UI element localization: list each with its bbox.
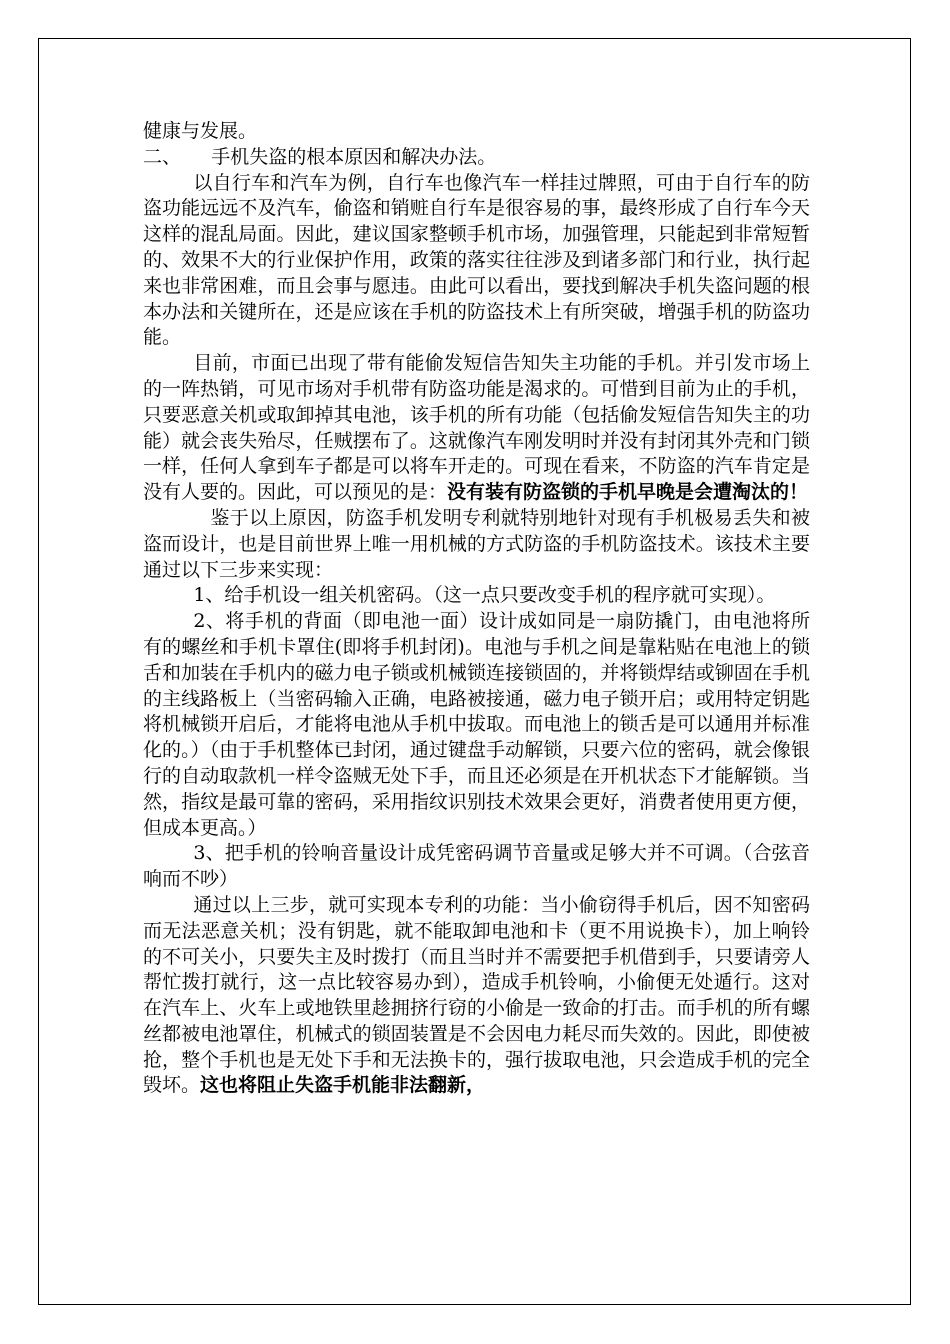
paragraph-2 — [143, 351, 810, 506]
section-number: 二、 — [143, 145, 182, 168]
paragraph-2-text: 目前，市面已出现了带有能偷发短信告知失主功能的手机。并引发市场上的一阵热销，可见市场对手机带有防盗功能是渴求的。可惜到目前为止的手机，只要恶意关机或取卸掉其电池，该手机的所有功能（包括偷发短信告知失主的功能）就会丧失殆尽，任贼摆布了。这就像汽车刚发明时并没有封闭其外壳和门锁一样，任何人拿到车子都是可以将车开走的。可现在看来，不防盗的汽车肯定是没有人要的。因此，可以预见的是： — [143, 352, 810, 504]
paragraph-1: 以自行车和汽车为例，自行车也像汽车一样挂过牌照，可由于自行车的防盗功能远远不及汽车，偷盗和销赃自行车是很容易的事，最终形成了自行车今天这样的混乱局面。因此，建议国家整顿手机市场，加强管理，只能起到非常短暂的、效果不大的行业保护作用，政策的落实往往涉及到诸多部门和行业，执行起来也非常困难，而且会事与愿违。由此可以看出，要找到解决手机失盗问题的根本办法和关键所在，还是应该在手机的防盗技术上有所突破，增强手机的防盗功能。 — [143, 171, 810, 349]
paragraph-2-bold: 没有装有防盗锁的手机早晚是会遭淘汰的！ — [447, 481, 809, 504]
continuation-text: 健康与发展。 — [143, 120, 258, 142]
section-heading — [143, 145, 810, 171]
list-item-2: 2、将手机的背面（即电池一面）设计成如同是一扇防撬门，由电池将所有的螺丝和手机卡罩住(即将手机封闭)。电池与手机之间是靠粘贴在电池上的锁舌和加装在手机内的磁力电子锁或机械锁连接锁固的，并将锁焊结或铆固在手机的主线路板上（当密码输入正确，电路被接通，磁力电子锁开启；或用特定钥匙将机械锁开启后，才能将电池从手机中拔取。而电池上的锁舌是可以通用并标准化的。）（由于手机整体已封闭，通过键盘手动解锁，只要六位的密码，就会像银行的自动取款机一样令盗贼无处下手，而且还必须是在开机状态下才能解锁。当然，指纹是最可靠的密码，采用指纹识别技术效果会更好，消费者使用更方便，但成本更高。） — [143, 610, 810, 839]
list-item-1: 1、给手机设一组关机密码。（这一点只要改变手机的程序就可实现）。 — [193, 584, 776, 607]
paragraph-4 — [143, 893, 810, 1099]
list-item-3: 3、把手机的铃响音量设计成凭密码调节音量或足够大并不可调。（合弦音响而不吵） — [143, 842, 810, 891]
document-body — [143, 119, 810, 1099]
paragraph-4-text: 通过以上三步，就可实现本专利的功能：当小偷窃得手机后，因不知密码而无法恶意关机；没有钥匙，就不能取卸电池和卡（更不用说换卡），加上响铃的不可关小，只要失主及时拨打（而且当时并不需要把手机借到手，只要请旁人帮忙拨打就行，这一点比较容易办到），造成手机铃响，小偷便无处遁行。这对在汽车上、火车上或地铁里趁拥挤行窃的小偷是一致命的打击。而手机的所有螺丝都被电池罩住，机械式的锁固装置是不会因电力耗尽而失效的。因此，即使被抢，整个手机也是无处下手和无法换卡的，强行拔取电池，只会造成手机的完全毁坏。 — [143, 893, 810, 1097]
section-title: 手机失盗的根本原因和解决办法。 — [211, 145, 497, 168]
paragraph-3: 鉴于以上原因，防盗手机发明专利就特别地针对现有手机极易丢失和被盗而设计，也是目前世界上唯一用机械的方式防盗的手机防盗技术。该技术主要通过以下三步来实现： — [143, 506, 810, 581]
paragraph-4-bold: 这也将阻止失盗手机能非法翻新， — [200, 1074, 486, 1097]
